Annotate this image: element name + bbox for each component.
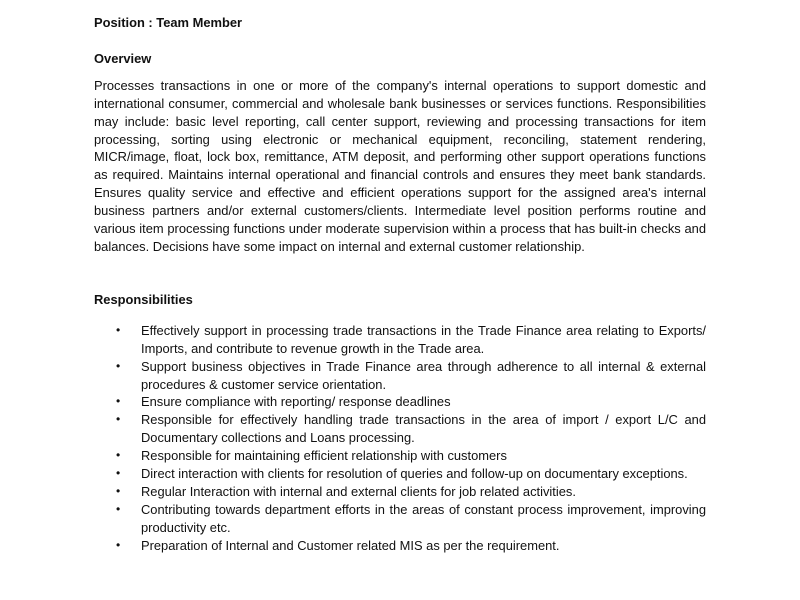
bullet-icon: • (116, 483, 121, 498)
bullet-icon: • (116, 394, 121, 409)
bullet-icon: • (116, 501, 121, 516)
bullet-icon: • (116, 322, 121, 337)
list-item-text: Responsible for effectively handling trade transactions in the area of import / export L/C and Documentary collections and Loans processing. (141, 412, 706, 446)
list-item (94, 537, 706, 555)
list-item (94, 447, 706, 465)
bullet-icon: • (116, 412, 121, 427)
list-item (94, 501, 706, 537)
list-item-text: Ensure compliance with reporting/ response deadlines (141, 394, 451, 410)
list-item (94, 411, 706, 447)
document-content (94, 14, 706, 555)
list-item (94, 483, 706, 501)
responsibilities-list (94, 322, 706, 555)
bullet-icon: • (116, 448, 121, 463)
bullet-icon: • (116, 537, 121, 552)
list-item-text: Support business objectives in Trade Finance area through adherence to all internal & external procedures & customer service orientation. (141, 358, 706, 392)
responsibilities-heading: Responsibilities (94, 291, 193, 307)
list-item-text: Direct interaction with clients for resolution of queries and follow-up on documentary exceptions. (141, 466, 688, 482)
list-item-text: Contributing towards department efforts in the areas of constant process improvement, improving productivity etc. (141, 501, 706, 535)
position-heading: Position : Team Member (94, 15, 243, 30)
bullet-icon: • (116, 466, 121, 481)
bullet-icon: • (116, 358, 121, 373)
list-item-text: Responsible for maintaining efficient relationship with customers (141, 448, 507, 464)
list-item-text: Effectively support in processing trade transactions in the Trade Finance area relating to Exports/ Imports, and contribute to revenue growth in the Trade area. (141, 322, 706, 356)
overview-paragraph: Processes transactions in one or more of the company's internal operations to support domestic and international consumer, commercial and wholesale bank businesses or services functions. Responsibilities may include: basic level reporting, call center support, reviewing and processing transactions for item processing, sorting using electronic or mechanical equipment, reconciling, statement rendering, MICR/image, float, lock box, remittance, ATM deposit, and performing other support operations functions as required. Maintains internal operational and financial controls and ensures they meet bank standards. Ensures quality service and effective and efficient operations support for the assigned area's internal business partners and/or external customers/clients. Intermediate level position performs routine and various item processing functions under moderate supervision within a process that has built-in checks and balances. Decisions have some impact on internal and external customer relationship. (94, 77, 706, 254)
list-item (94, 358, 706, 394)
list-item-text: Preparation of Internal and Customer related MIS as per the requirement. (141, 537, 560, 553)
overview-heading: Overview (94, 50, 152, 66)
list-item (94, 322, 706, 358)
list-item (94, 465, 706, 483)
list-item-text: Regular Interaction with internal and external clients for job related activities. (141, 483, 576, 499)
list-item (94, 393, 706, 411)
